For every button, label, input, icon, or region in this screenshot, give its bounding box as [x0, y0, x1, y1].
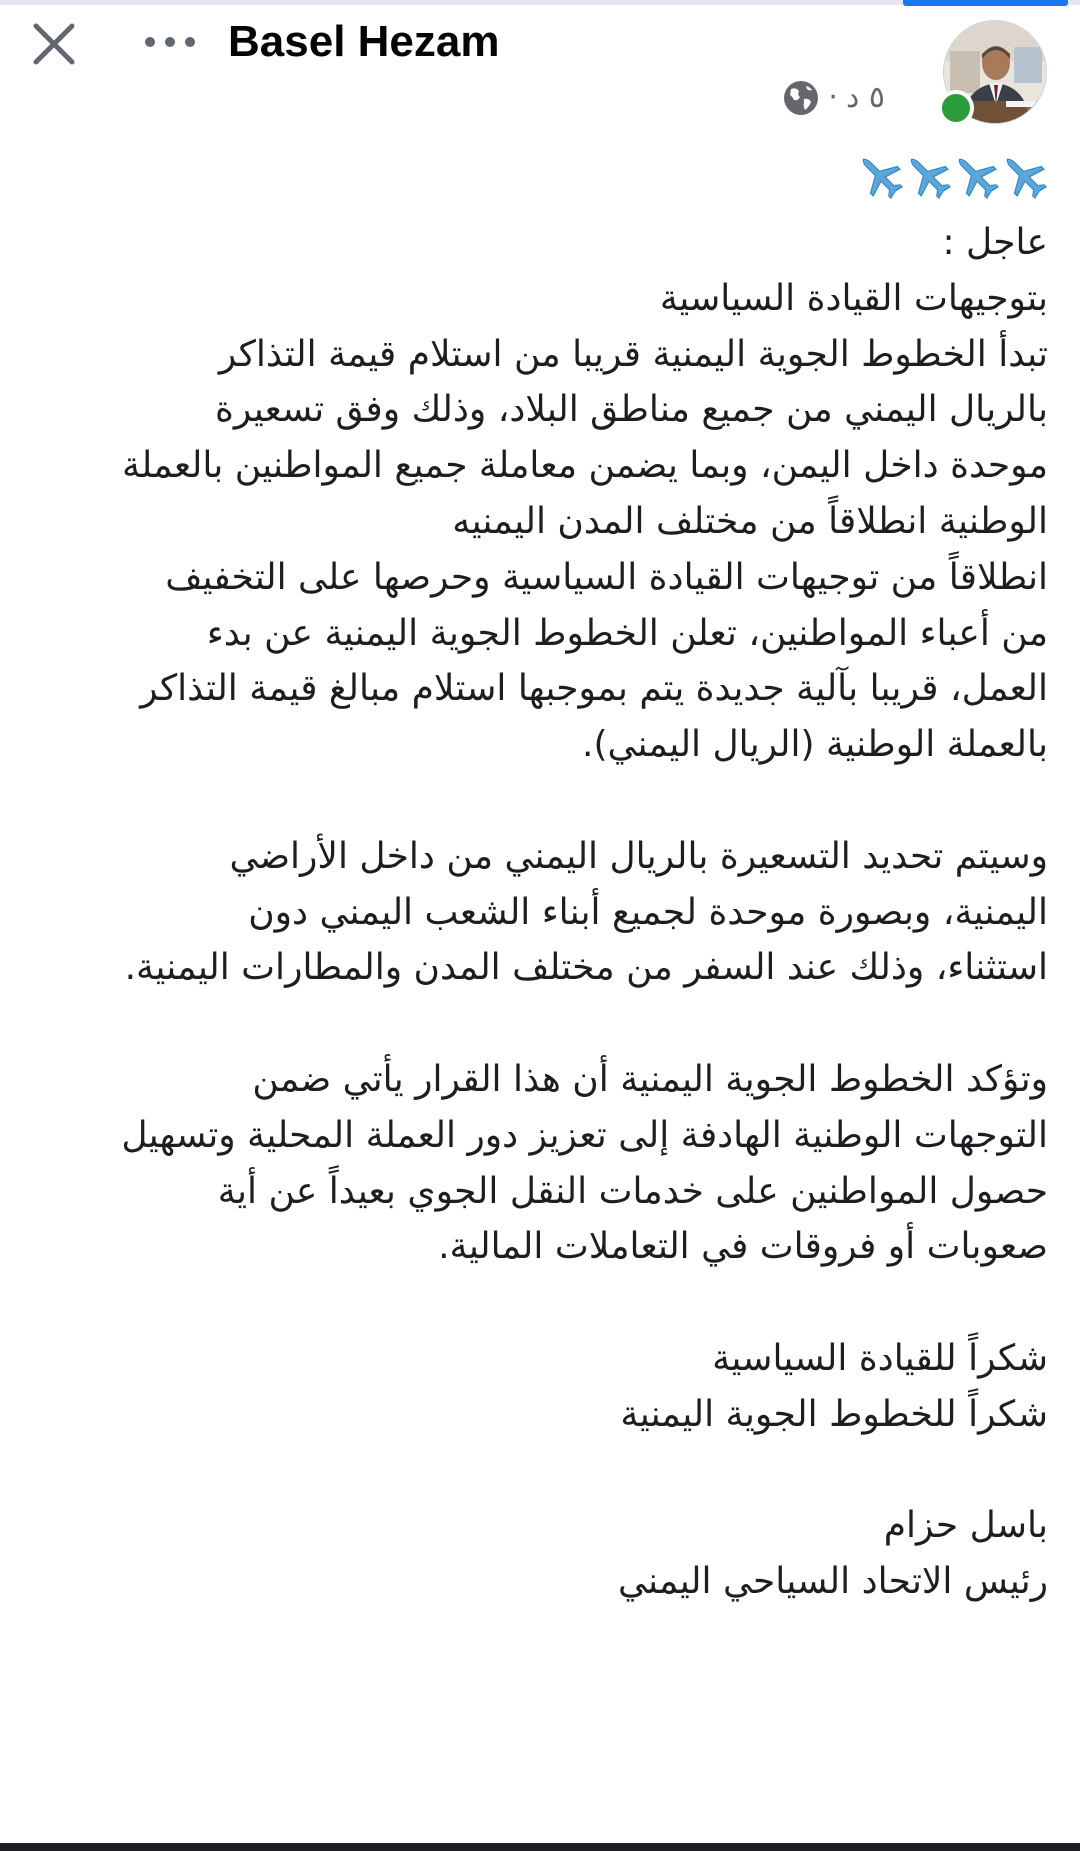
post-line: من أعباء المواطنين، تعلن الخطوط الجوية اليمنية عن بدء	[206, 612, 1048, 654]
post-blank-line	[28, 1275, 1048, 1331]
post-blank-line	[28, 1443, 1048, 1499]
post-line: موحدة داخل اليمن، وبما يضمن معاملة جميع المواطنين بالعملة	[121, 445, 1048, 487]
bottom-bar	[0, 1843, 1080, 1851]
close-icon	[32, 22, 76, 66]
post-signature-name: باسل حزام	[883, 1505, 1048, 1547]
post-line: وتؤكد الخطوط الجوية اليمنية أن هذا القرار يأتي ضمن	[252, 1058, 1048, 1100]
post-emoji-row	[858, 150, 1048, 204]
post-line: اليمنية، وبصورة موحدة لجميع أبناء الشعب اليمني دون	[248, 891, 1048, 933]
post-line: انطلاقاً من توجيهات القيادة السياسية وحرصها على التخفيف	[165, 556, 1048, 598]
post-blank-line	[28, 996, 1048, 1052]
more-options-icon	[144, 36, 196, 48]
author-name[interactable]: Basel Hezam	[228, 17, 500, 66]
post-line: شكراً للخطوط الجوية اليمنية	[620, 1393, 1048, 1435]
post-meta	[782, 76, 885, 120]
post-line: التوجهات الوطنية الهادفة إلى تعزيز دور العملة المحلية وتسهيل	[121, 1114, 1048, 1156]
post-blank-line	[28, 773, 1048, 829]
post-line: بالعملة الوطنية (الريال اليمني).	[582, 724, 1048, 766]
meta-separator: ·	[828, 80, 838, 115]
post-line: الوطنية انطلاقاً من مختلف المدن اليمنيه	[452, 500, 1048, 542]
post-line: بتوجيهات القيادة السياسية	[659, 277, 1048, 319]
airplane-emoji-icon	[858, 150, 904, 204]
top-accent-bar	[903, 0, 1068, 6]
post-line: وسيتم تحديد التسعيرة بالريال اليمني من داخل الأراضي	[229, 835, 1048, 877]
online-status-dot	[938, 90, 974, 126]
post-line: بالريال اليمني من جميع مناطق البلاد، وذلك وفق تسعيرة	[215, 389, 1048, 431]
close-button[interactable]	[26, 16, 82, 72]
post-text	[28, 215, 1048, 1610]
post-timestamp[interactable]: ٥ د	[845, 80, 885, 115]
post-signature-title: رئيس الاتحاد السياحي اليمني	[618, 1561, 1048, 1603]
post-line: العمل، قريبا بآلية جديدة يتم بموجبها استلام مبالغ قيمة التذاكر	[140, 668, 1048, 710]
post-line: شكراً للقيادة السياسية	[712, 1337, 1048, 1379]
author-avatar[interactable]	[943, 20, 1047, 124]
post-line: استثناء، وذلك عند السفر من مختلف المدن والمطارات اليمنية.	[124, 947, 1048, 989]
more-options-button[interactable]	[140, 22, 200, 62]
post-line: عاجل :	[942, 222, 1048, 263]
globe-icon[interactable]	[782, 79, 820, 117]
post-line: حصول المواطنين على خدمات النقل الجوي بعيداً عن أية	[217, 1170, 1048, 1212]
airplane-emoji-icon	[954, 150, 1000, 204]
airplane-emoji-icon	[1002, 150, 1048, 204]
airplane-emoji-icon	[906, 150, 952, 204]
post-line: تبدأ الخطوط الجوية اليمنية قريبا من استلام قيمة التذاكر	[218, 333, 1048, 375]
post-line: صعوبات أو فروقات في التعاملات المالية.	[438, 1226, 1048, 1268]
